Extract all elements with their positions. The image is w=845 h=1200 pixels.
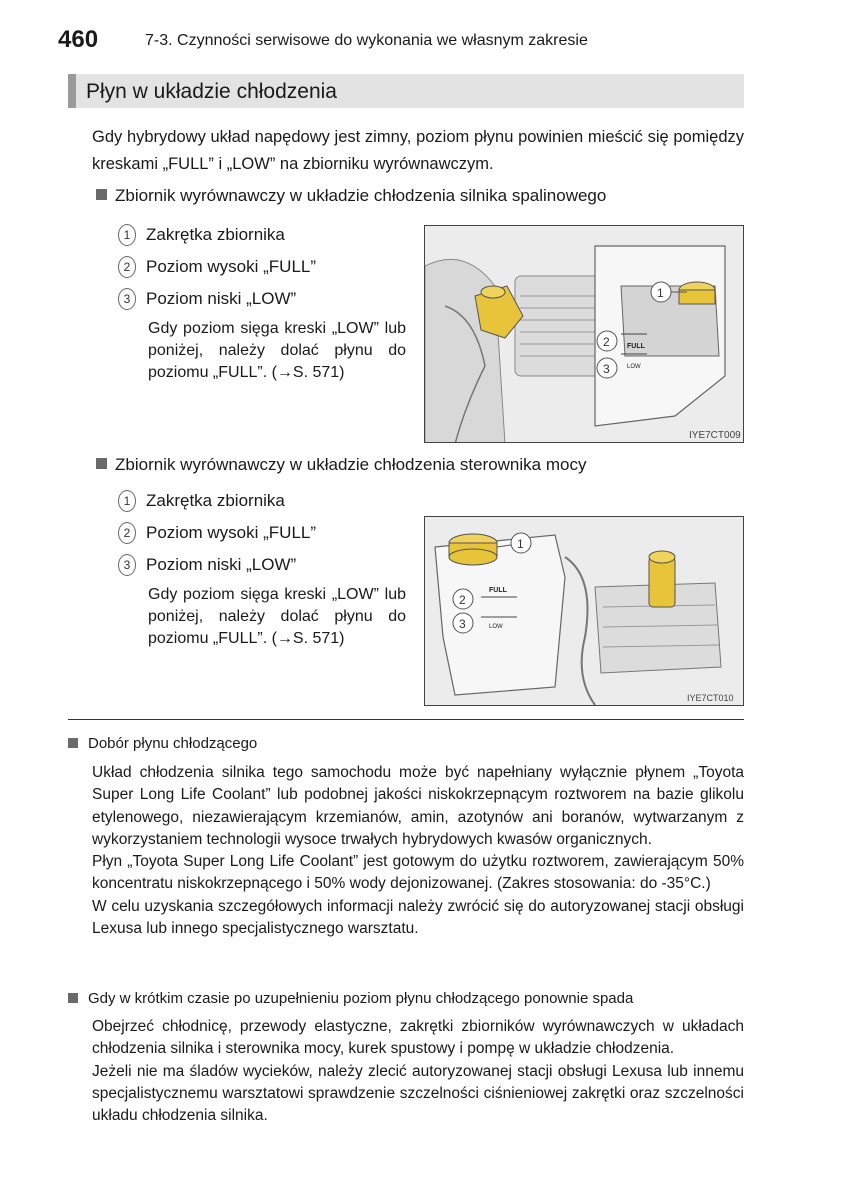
inverter-tank-figure <box>424 516 744 706</box>
coolant-selection-text <box>92 762 744 940</box>
level-drop-paragraph-1: Obejrzeć chłodnicę, przewody elastyczne, zakrętki zbiorników wyrównawczych w układach chłodzenia silnika i sterownika mocy, kurek spustowy i pompę w układzie chłodzenia. <box>92 1018 744 1058</box>
inverter-item-3: 3 Poziom niski „LOW” <box>118 554 296 576</box>
fig2-low-label: LOW <box>489 624 503 630</box>
number-circle-icon: 1 <box>118 224 136 246</box>
coolant-selection-heading: Dobór płynu chłodzącego <box>68 735 257 752</box>
level-drop-paragraph-2: Jeżeli nie ma śladów wycieków, należy zlecić autoryzowanej stacji obsługi Lexusa lub innemu specjalistycznemu warsztatowi sprawdzenie szczelności ciśnieniowej zakrętki oraz szczelności układu chłodzenia silnika. <box>92 1062 744 1125</box>
square-bullet-icon <box>68 738 78 748</box>
engine-item-2: 2 Poziom wysoki „FULL” <box>118 256 316 278</box>
square-bullet-icon <box>96 189 107 200</box>
running-head: 7-3. Czynności serwisowe do wykonania we własnym zakresie <box>145 32 588 49</box>
number-circle-icon: 1 <box>118 490 136 512</box>
level-drop-heading: Gdy w krótkim czasie po uzupełnieniu poziom płynu chłodzącego ponownie spada <box>68 990 633 1007</box>
inverter-tank-heading: Zbiornik wyrównawczy w układzie chłodzenia sterownika mocy <box>96 455 586 475</box>
engine-item-1: 1 Zakrętka zbiornika <box>118 224 285 246</box>
fig2-code: IYE7CT010 <box>687 693 734 703</box>
section-title: Płyn w układzie chłodzenia <box>86 80 337 103</box>
number-circle-icon: 3 <box>118 554 136 576</box>
fig1-full-label: FULL <box>627 343 645 350</box>
square-bullet-icon <box>96 458 107 469</box>
fig1-low-label: LOW <box>627 364 641 370</box>
inverter-note: Gdy poziom sięga kreski „LOW” lub poniżej, należy dolać płynu do poziomu „FULL”. (→S. 571) <box>148 586 406 647</box>
number-circle-icon: 2 <box>118 522 136 544</box>
inverter-item-1: 1 Zakrętka zbiornika <box>118 490 285 512</box>
page-number: 460 <box>58 26 99 53</box>
fig2-callout-2: 2 <box>459 593 466 607</box>
fig1-callout-1: 1 <box>657 286 664 300</box>
engine-bay-illustration <box>425 226 744 443</box>
engine-item-3: 3 Poziom niski „LOW” <box>118 288 296 310</box>
fig2-callout-3: 3 <box>459 617 466 631</box>
engine-tank-heading: Zbiornik wyrównawczy w układzie chłodzenia silnika spalinowego <box>96 186 606 206</box>
fig1-callout-3: 3 <box>603 362 610 376</box>
number-circle-icon: 3 <box>118 288 136 310</box>
engine-note: Gdy poziom sięga kreski „LOW” lub poniżej, należy dolać płynu do poziomu „FULL”. (→S. 571) <box>148 320 406 381</box>
fig1-callout-2: 2 <box>603 335 610 349</box>
fig1-code: IYE7CT009 <box>689 430 741 441</box>
inverter-item-2: 2 Poziom wysoki „FULL” <box>118 522 316 544</box>
fig2-callout-1: 1 <box>517 537 524 551</box>
inverter-bay-illustration <box>425 517 744 706</box>
engine-tank-figure <box>424 225 744 443</box>
coolant-paragraph-2: Płyn „Toyota Super Long Life Coolant” jest gotowym do użytku roztworem, zawierającym 50% koncentratu niskokrzepnącego i 50% wody dejonizowanej. (Zakres stosowania: do -35°C.) <box>92 853 744 893</box>
intro-paragraph: Gdy hybrydowy układ napędowy jest zimny, poziom płynu powinien mieścić się pomiędzy kreskami „FULL” i „LOW” na zbiorniku wyrównawczym. <box>92 128 744 173</box>
coolant-paragraph-1: Układ chłodzenia silnika tego samochodu może być napełniany wyłącznie płynem „Toyota Super Long Life Coolant” lub podobnej jakości niskokrzepnącym roztworem na bazie glikolu etylenowego, niezawierającym krzemianów, amin, azotynów ani boranów, wytwarzanym z wykorzystaniem technologii wysoce trwałych hybrydowych kwasów organicznych. <box>92 764 744 848</box>
fig2-full-label: FULL <box>489 587 507 594</box>
square-bullet-icon <box>68 993 78 1003</box>
level-drop-text <box>92 1016 744 1127</box>
section-divider <box>68 719 744 720</box>
coolant-paragraph-3: W celu uzyskania szczegółowych informacji należy zwrócić się do autoryzowanej stacji obsługi Lexusa lub innego specjalistycznego warsztatu. <box>92 897 744 938</box>
number-circle-icon: 2 <box>118 256 136 278</box>
